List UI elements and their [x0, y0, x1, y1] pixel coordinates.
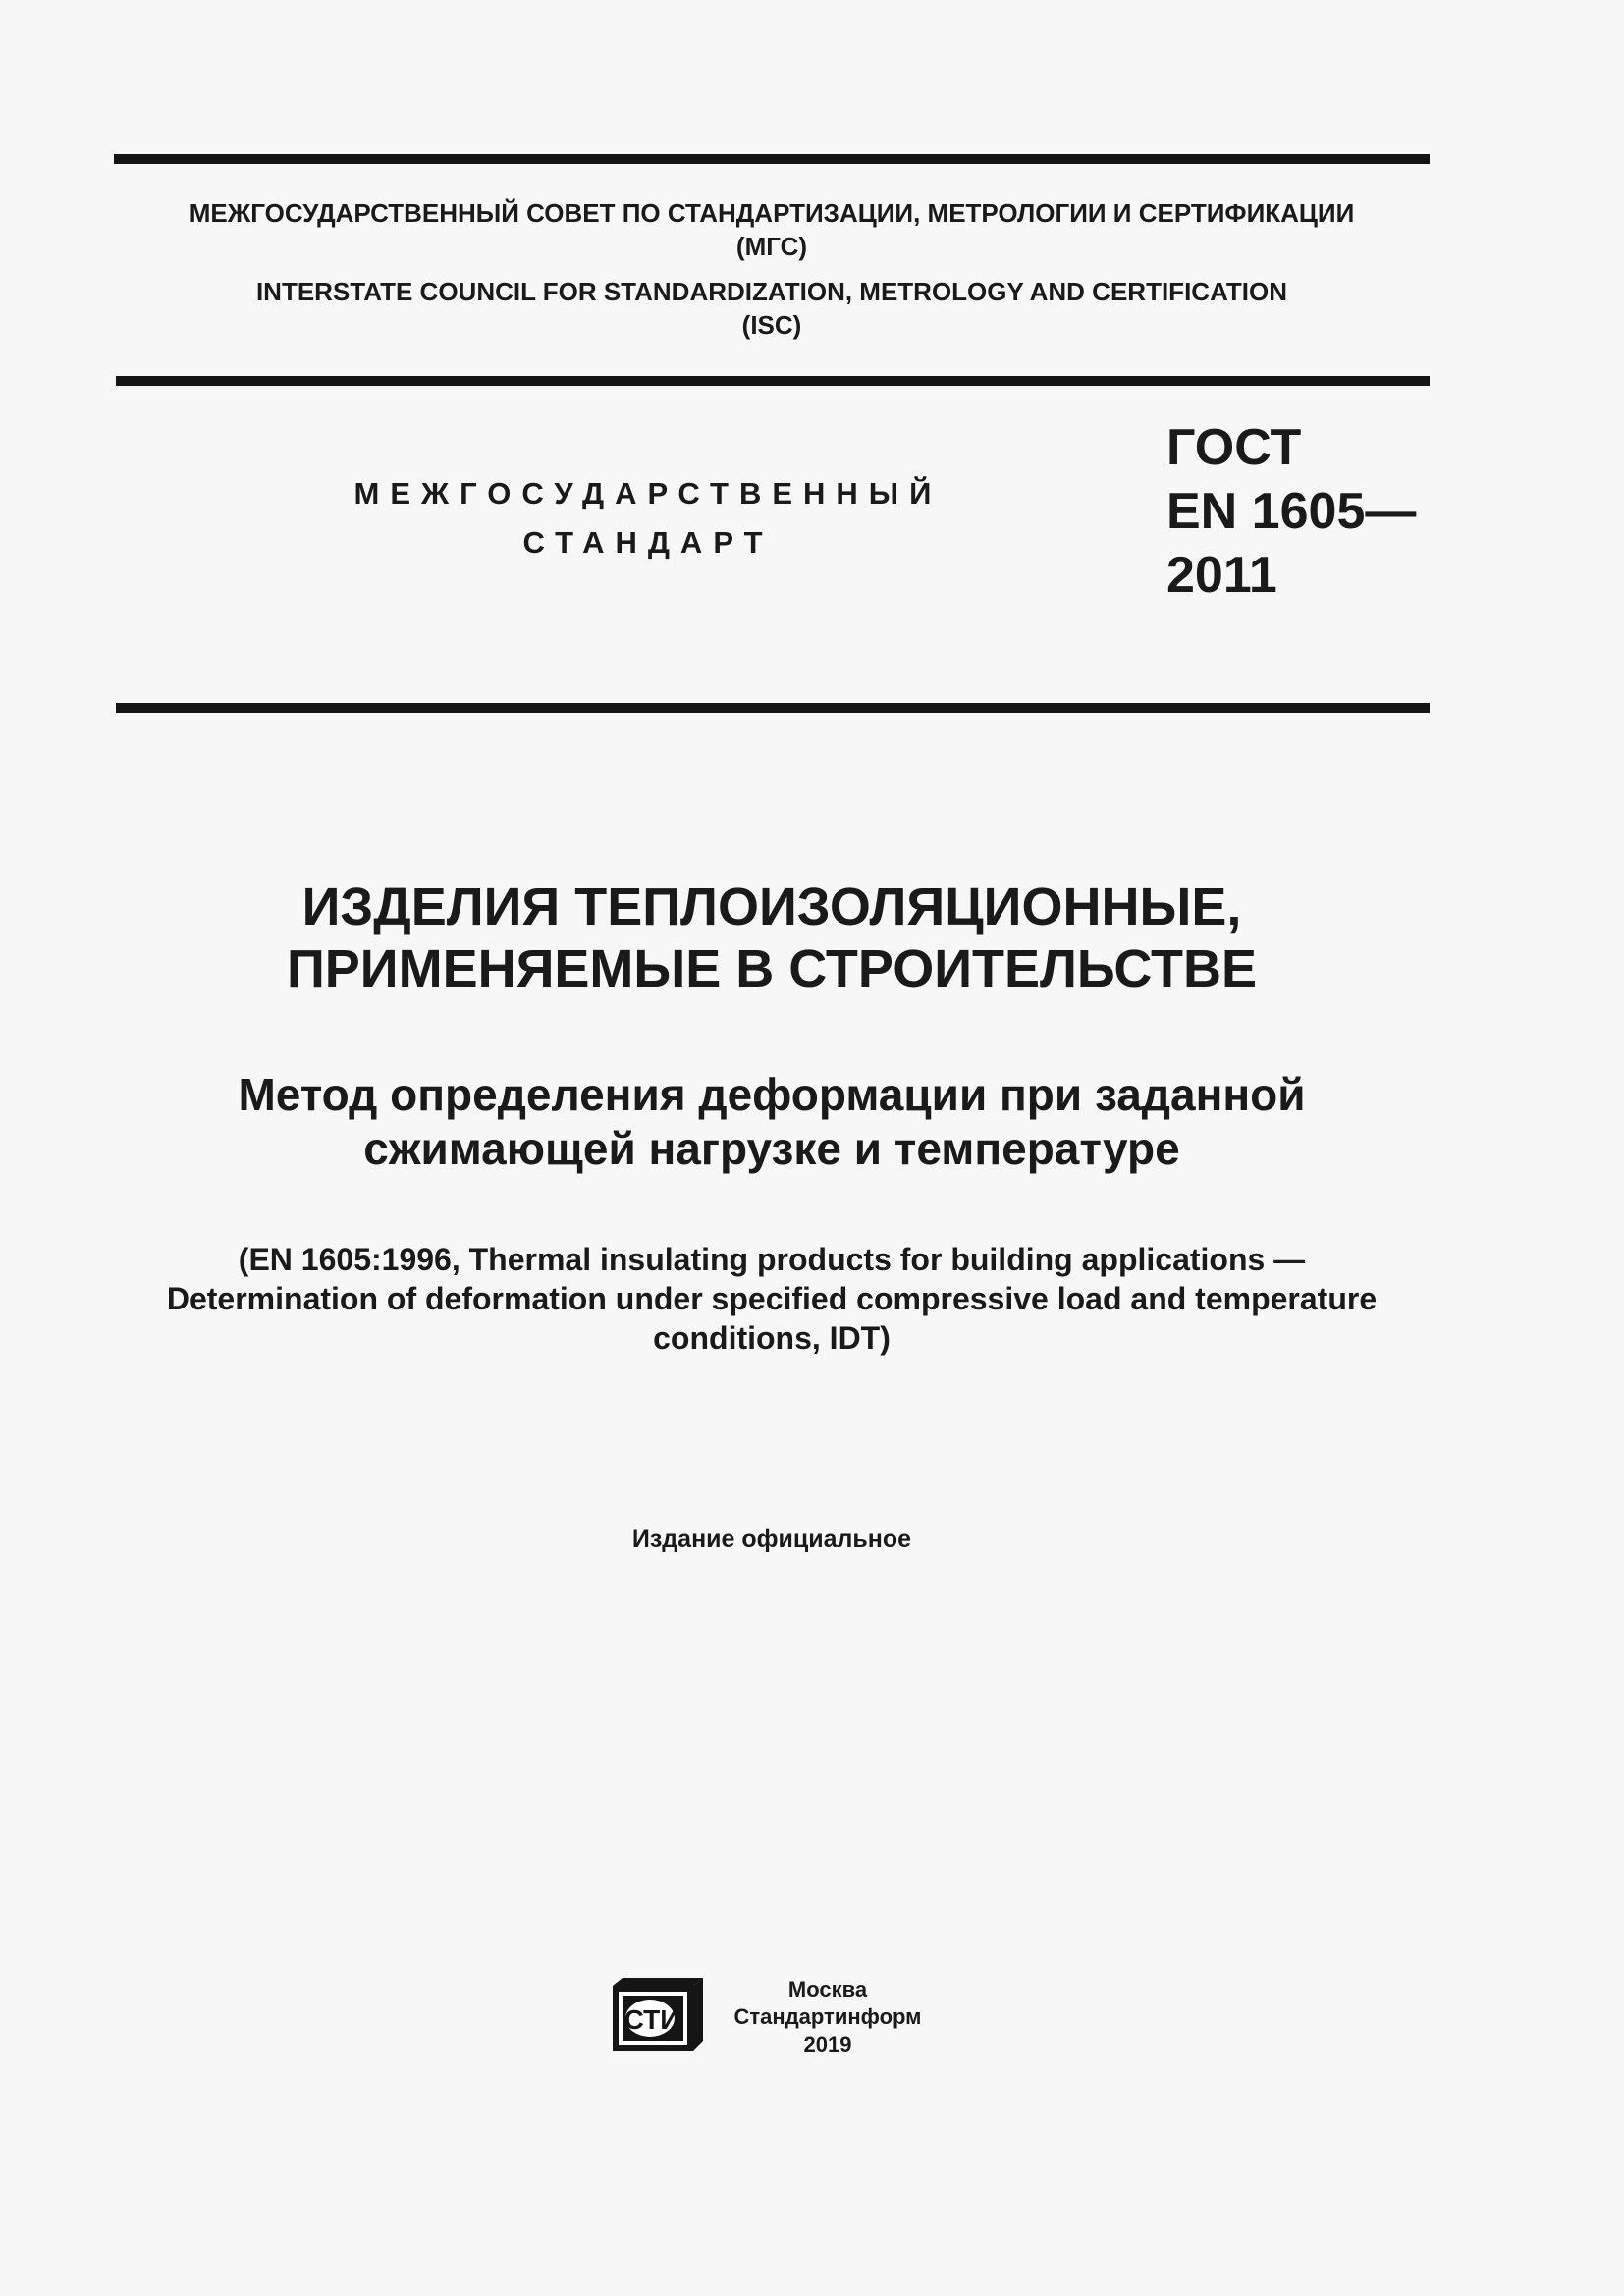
publisher-block	[725, 1976, 931, 2058]
standartinform-logo-icon	[611, 1978, 705, 2053]
publisher-year: 2019	[803, 2032, 852, 2056]
section-rule	[116, 703, 1430, 713]
top-rule	[114, 154, 1430, 164]
subtitle-line1: Метод определения деформации при заданной	[238, 1069, 1306, 1120]
header-rule	[116, 376, 1430, 386]
standard-designation	[1166, 416, 1416, 608]
standard-type-line2: СТАНДАРТ	[522, 525, 774, 560]
council-name-ru-line: МЕЖГОСУДАРСТВЕННЫЙ СОВЕТ ПО СТАНДАРТИЗАЦИИ, МЕТРОЛОГИИ И СЕРТИФИКАЦИИ	[189, 198, 1355, 228]
council-name-en	[114, 275, 1430, 342]
document-subtitle	[114, 1068, 1430, 1176]
council-abbr-en: (ISC)	[741, 310, 802, 340]
english-title-line3: conditions, IDT)	[653, 1320, 891, 1356]
english-title	[114, 1240, 1430, 1358]
logo-text: СТИ	[623, 2004, 680, 2035]
document-title	[114, 877, 1430, 1000]
edition-label: Издание официальное	[631, 1525, 912, 1553]
title-line1: ИЗДЕЛИЯ ТЕПЛОИЗОЛЯЦИОННЫЕ,	[301, 878, 1242, 936]
title-line2: ПРИМЕНЯЕМЫЕ В СТРОИТЕЛЬСТВЕ	[286, 939, 1258, 998]
designation-line1: ГОСТ	[1166, 419, 1302, 476]
subtitle-line2: сжимающей нагрузке и температуре	[363, 1123, 1180, 1174]
designation-line3: 2011	[1166, 547, 1277, 604]
council-name-ru	[114, 196, 1430, 263]
english-title-line2: Determination of deformation under specified compressive load and temperature	[166, 1281, 1378, 1316]
designation-line2: EN 1605—	[1166, 483, 1417, 540]
publisher-name: Стандартинформ	[733, 2004, 922, 2029]
council-abbr-ru: (МГС)	[735, 232, 808, 261]
english-title-line1: (EN 1605:1996, Thermal insulating products for building applications —	[238, 1242, 1306, 1277]
council-name-en-line: INTERSTATE COUNCIL FOR STANDARDIZATION, METROLOGY AND CERTIFICATION	[255, 277, 1288, 306]
standard-type	[324, 469, 972, 567]
publisher-city: Москва	[787, 1977, 868, 2002]
standard-type-line1: МЕЖГОСУДАРСТВЕННЫЙ	[353, 476, 943, 510]
